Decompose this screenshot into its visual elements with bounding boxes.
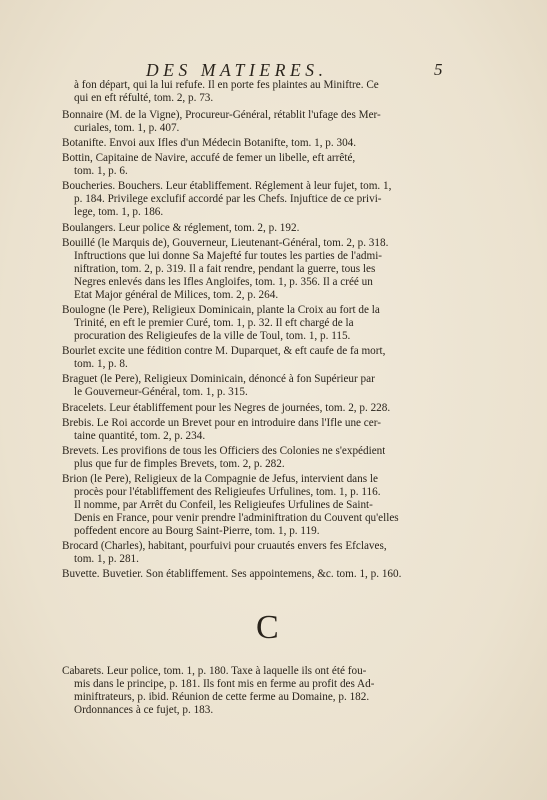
- section-letter: C: [256, 609, 279, 646]
- text-line: p. 184. Privilege exclufif accordé par les Chefs. Injuftice de ce privi-: [74, 193, 382, 205]
- text-line: tom. 1, p. 281.: [74, 553, 139, 565]
- text-line: qui en eft réfulté, tom. 2, p. 73.: [74, 92, 214, 104]
- text-line: à fon départ, qui la lui refufe. Il en porte fes plaintes au Miniftre. Ce: [74, 79, 379, 91]
- text-line: poffedent encore au Bourg Saint-Pierre, tom. 1, p. 119.: [74, 525, 320, 537]
- text-line: procuration des Religieufes de la ville de Toul, tom. 1, p. 115.: [74, 330, 351, 342]
- text-line: Etat Major général de Milices, tom. 2, p. 264.: [74, 289, 279, 301]
- index-entry-buvette: Buvette. Buvetier. Son établiffement. Ses appointemens, &c. tom. 1, p. 160.: [62, 568, 402, 580]
- index-entry-braguet: Braguet (le Pere), Religieux Dominicain, dénoncé à fon Supérieur par: [62, 373, 375, 385]
- text-line: niftration, tom. 2, p. 319. Il a fait rendre, pendant la guerre, tous les: [74, 263, 376, 275]
- index-entry-bottin: Bottin, Capitaine de Navire, accufé de femer un libelle, eft arrêté,: [62, 152, 356, 164]
- index-entry-brion: Brion (le Pere), Religieux de la Compagnie de Jefus, intervient dans le: [62, 473, 378, 485]
- text-line: mis dans le principe, p. 181. Ils font mis en ferme au profit des Ad-: [74, 678, 375, 690]
- index-entry-cabarets: Cabarets. Leur police, tom. 1, p. 180. Taxe à laquelle ils ont été fou-: [62, 665, 367, 677]
- text-line: curiales, tom. 1, p. 407.: [74, 122, 180, 134]
- index-entry-boulogne: Boulogne (le Pere), Religieux Dominicain, plante la Croix au fort de la: [62, 304, 380, 316]
- text-line: miniftrateurs, p. ibid. Réunion de cette ferme au Domaine, p. 182.: [74, 691, 370, 703]
- text-line: tom. 1, p. 8.: [74, 358, 128, 370]
- index-entry-brebis: Brebis. Le Roi accorde un Brevet pour en introduire dans l'Ifle une cer-: [62, 417, 381, 429]
- text-line: tom. 1, p. 6.: [74, 165, 128, 177]
- index-entry-botaniste: Botanifte. Envoi aux Ifles d'un Médecin Botanifte, tom. 1, p. 304.: [62, 137, 357, 149]
- index-entry-brocard: Brocard (Charles), habitant, pourfuivi pour cruautés envers fes Efclaves,: [62, 540, 387, 552]
- text-line: le Gouverneur-Général, tom. 1, p. 315.: [74, 386, 248, 398]
- text-line: Ordonnances à ce fujet, p. 183.: [74, 704, 214, 716]
- text-line: Trinité, en eft le premier Curé, tom. 1, p. 32. Il eft chargé de la: [74, 317, 354, 329]
- text-line: Negres enlevés dans les Ifles Angloifes, tom. 1, p. 356. Il a créé un: [74, 276, 373, 288]
- index-entry-bracelets: Bracelets. Leur établiffement pour les Negres de journées, tom. 2, p. 228.: [62, 402, 391, 414]
- text-line: Inftructions que lui donne Sa Majefté fur toutes les parties de l'admi-: [74, 250, 383, 262]
- text-line: lege, tom. 1, p. 186.: [74, 206, 164, 218]
- header-title: DES MATIERES.: [146, 60, 328, 80]
- index-entry-boucheries: Boucheries. Bouchers. Leur établiffement. Réglement à leur fujet, tom. 1,: [62, 180, 392, 192]
- text-line: taine quantité, tom. 2, p. 234.: [74, 430, 206, 442]
- text-line: plus que fur de fimples Brevets, tom. 2, p. 282.: [74, 458, 285, 470]
- text-line: Il nomme, par Arrêt du Confeil, les Religieufes Urfulines de Saint-: [74, 499, 373, 511]
- text-line: Denis en France, pour venir prendre l'adminiftration du Couvent qu'elles: [74, 512, 399, 524]
- index-entry-bourlet: Bourlet excite une fédition contre M. Duparquet, & eft caufe de fa mort,: [62, 345, 386, 357]
- index-entry-boulangers: Boulangers. Leur police & réglement, tom. 2, p. 192.: [62, 222, 300, 234]
- page-number: 5: [434, 60, 443, 79]
- index-entry-brevets: Brevets. Les provifions de tous les Officiers des Colonies ne s'expédient: [62, 445, 386, 457]
- text-line: procès pour l'établiffement des Religieufes Urfulines, tom. 1, p. 116.: [74, 486, 381, 498]
- index-entry-bouille: Bouillé (le Marquis de), Gouverneur, Lieutenant-Général, tom. 2, p. 318.: [62, 237, 389, 249]
- index-entry-bonnaire: Bonnaire (M. de la Vigne), Procureur-Général, rétablit l'ufage des Mer-: [62, 109, 381, 121]
